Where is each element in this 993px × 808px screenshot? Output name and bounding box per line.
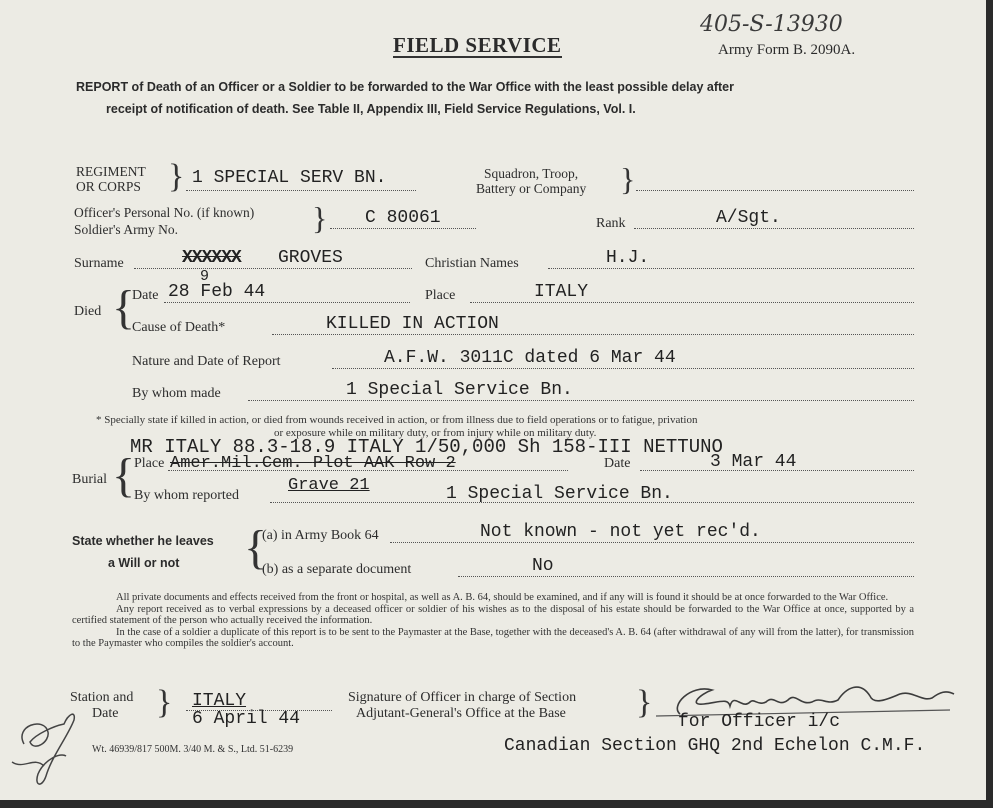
separate-doc-value: No	[532, 556, 554, 576]
by-whom-made-line	[248, 400, 914, 401]
instruction-3: In the case of a soldier a duplicate of this report is to be sent to the Paymaster at the Base, together with the deceased's A. B. 64 (after withdrawal of any will from the latter), for transmission to the Paymaster who compiles the soldier's account.	[72, 626, 914, 649]
surname-line	[134, 268, 412, 269]
section-value: Canadian Section GHQ 2nd Echelon C.M.F.	[504, 736, 926, 756]
reported-by-label: By whom reported	[134, 488, 239, 503]
brace: {	[112, 449, 136, 502]
personal-no-line	[330, 228, 476, 229]
printer-imprint: Wt. 46939/817 500M. 3/40 M. & S., Ltd. 51-6239	[92, 744, 294, 755]
burial-label: Burial	[72, 472, 107, 487]
squadron-line	[636, 190, 914, 191]
brace: }	[168, 158, 185, 195]
rank-line	[634, 228, 914, 229]
brace: {	[112, 281, 136, 334]
nature-line	[332, 368, 914, 369]
signature-for-value: for Officer i/c	[678, 712, 841, 732]
personal-no-value: C 80061	[365, 208, 441, 228]
personal-no-label: Officer's Personal No. (if known) Soldier's Army No.	[74, 205, 255, 237]
army-form-number: Army Form B. 2090A.	[718, 42, 856, 58]
rank-value: A/Sgt.	[716, 208, 781, 228]
died-label: Died	[74, 304, 102, 319]
christian-names-line	[548, 268, 914, 269]
burial-row-struck: Row 2	[394, 454, 456, 473]
date-line	[164, 302, 410, 303]
squadron-label: Squadron, Troop, Battery or Company	[476, 166, 587, 196]
report-instruction-line-2: receipt of notification of death. See Table II, Appendix III, Field Service Regulations, Vol. I.	[106, 102, 636, 116]
by-whom-made-label: By whom made	[132, 386, 221, 401]
cause-label: Cause of Death*	[132, 320, 226, 335]
map-reference: MR ITALY 88.3-18.9 ITALY 1/50,000 Sh 158-III NETTUNO	[130, 436, 723, 458]
surname-struck-out: XXXXXX	[182, 248, 241, 268]
army-book-value: Not known - not yet rec'd.	[480, 522, 761, 542]
margin-initials	[4, 696, 84, 792]
burial-place-value	[170, 454, 456, 473]
date-correction: 9	[200, 268, 210, 285]
grave-value: Grave 21	[288, 476, 370, 495]
brace: }	[156, 684, 173, 721]
place-label: Place	[425, 288, 456, 303]
station-line	[186, 710, 332, 711]
burial-date-value: 3 Mar 44	[710, 452, 797, 472]
nature-value: A.F.W. 3011C dated 6 Mar 44	[384, 348, 676, 368]
died-date-value: 28 Feb 44	[168, 282, 266, 302]
nature-label: Nature and Date of Report	[132, 354, 281, 369]
regiment-value: 1 SPECIAL SERV BN.	[192, 168, 387, 188]
brace: }	[620, 161, 636, 197]
signature-label: Signature of Officer in charge of Section Adjutant-General's Office at the Base	[348, 690, 577, 721]
burial-plot-struck: Plot AAK	[312, 454, 395, 473]
cause-value: KILLED IN ACTION	[326, 314, 499, 334]
specially-state-note-2: or exposure while on military duty, or from injury while on military duty.	[274, 427, 597, 439]
will-label-1: State whether he leaves	[72, 534, 214, 548]
cause-line	[272, 334, 914, 335]
army-book-line	[390, 542, 914, 543]
specially-state-note-1: * Specially state if killed in action, or died from wounds received in action, or from illness due to field operations or to fatigue, privation	[96, 414, 698, 426]
separate-doc-label: (b) as a separate document	[262, 562, 412, 577]
died-place-value: ITALY	[534, 282, 589, 302]
separate-doc-line	[458, 576, 914, 577]
form-title: FIELD SERVICE	[393, 33, 562, 57]
brace: }	[636, 684, 653, 721]
instructions-paragraph	[72, 592, 914, 650]
date-label: Date	[132, 288, 159, 303]
station-date-label: Station and Date	[70, 690, 134, 721]
christian-names-value: H.J.	[606, 248, 650, 268]
place-line	[470, 302, 914, 303]
brace: {	[244, 521, 268, 574]
will-label-2: a Will or not	[108, 556, 180, 570]
report-instruction-line-1: REPORT of Death of an Officer or a Soldier to be forwarded to the War Office with the least possible delay after	[76, 80, 734, 94]
surname-label: Surname	[74, 256, 124, 271]
instruction-2: Any report received as to verbal expressions by a deceased officer or soldier of his wishes as to the disposal of his estate should be forwarded to the War Office at once, supported by a certified statement of the person who actually received the information.	[72, 603, 914, 626]
surname-value: GROVES	[278, 248, 343, 268]
instruction-1: All private documents and effects received from the front or hospital, as well as A. B. 64, should be examined, and if any will is found it should be at once forwarded to the War Office.	[116, 592, 889, 603]
handwritten-reference: 405-S-13930	[700, 12, 843, 37]
burial-place-struck: Amer.Mil.Cem.	[170, 454, 313, 473]
burial-place-label: Place	[134, 456, 165, 471]
reported-by-value: 1 Special Service Bn.	[446, 484, 673, 504]
army-book-label: (a) in Army Book 64	[262, 528, 379, 543]
regiment-line	[186, 190, 416, 191]
christian-names-label: Christian Names	[425, 256, 519, 271]
brace: }	[312, 200, 328, 236]
by-whom-made-value: 1 Special Service Bn.	[346, 380, 573, 400]
regiment-label: REGIMENT OR CORPS	[76, 164, 146, 194]
station-date-value: ITALY 6 April 44	[192, 691, 301, 729]
rank-label: Rank	[596, 216, 626, 231]
burial-date-label: Date	[604, 456, 631, 471]
